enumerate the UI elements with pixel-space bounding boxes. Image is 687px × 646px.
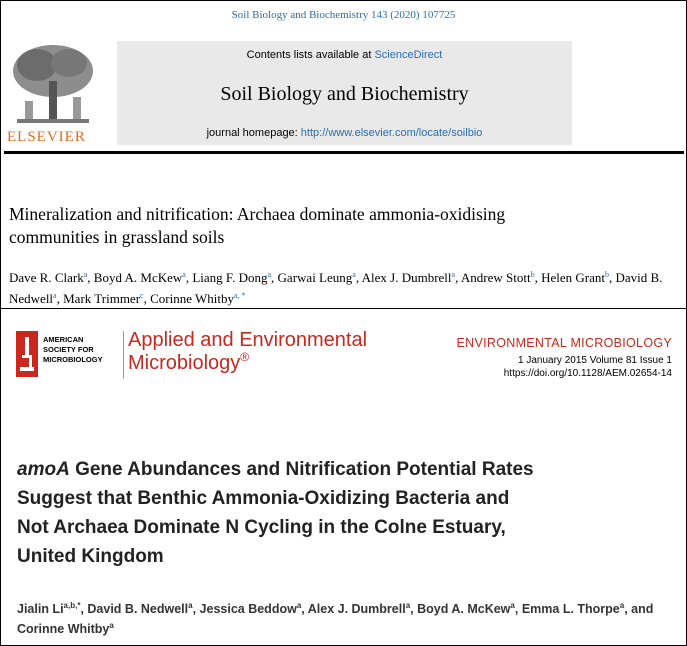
affiliation-mark[interactable]: a: [188, 601, 193, 610]
journal-cover-image: [586, 41, 682, 145]
header-rule: [4, 151, 684, 154]
paper2-authors: Jialin $Li^{a,b,*}$, David B. Nedwell$^a$, Jessica Beddow$^a$, Alex J. Dumbrell$^a$, Boyd A. McKew$^a$, Emma L. Thorpe$^a$, and Corinne Whitby$^a$: [17, 601, 654, 636]
affiliation-mark[interactable]: c: [140, 291, 144, 300]
affiliation-mark[interactable]: a,b,*: [63, 601, 81, 610]
author-name[interactable]: Dave R. Clark: [9, 270, 84, 285]
author-name[interactable]: Garwai Leung: [277, 270, 353, 285]
author-name[interactable]: Andrew Stott: [460, 270, 531, 285]
affiliation-mark[interactable]: b: [530, 270, 535, 279]
affiliation-mark[interactable]: a: [83, 270, 88, 279]
author-name[interactable]: Helen Grant: [541, 270, 605, 285]
affiliation-mark[interactable]: a: [510, 601, 515, 610]
affiliation-mark[interactable]: a: [109, 621, 114, 630]
paper2-title: amoA Gene Abundances and Nitrification Potential Rates Suggest that Benthic Ammonia-Oxidizing Bacteria and Not Archaea Dominate N Cycling in the Colne Estuary, United Kingdom: [17, 459, 534, 567]
logo-separator: [123, 331, 124, 379]
affiliation-mark[interactable]: a: [182, 270, 186, 279]
affiliation-mark[interactable]: a: [267, 270, 272, 279]
aem-journal-title: Applied and Environmental Microbiology®: [128, 329, 368, 374]
homepage-link[interactable]: http://www.elsevier.com/locate/soilbio: [300, 127, 483, 139]
paper1-title: Mineralization and nitrification: Archaea dominate ammonia-oxidising communities in grassland soils: [9, 204, 506, 247]
paper2-header: [1, 309, 686, 645]
affiliation-mark[interactable]: a: [451, 270, 456, 279]
affiliation-mark[interactable]: a: [296, 601, 302, 610]
author-name[interactable]: Boyd A. McKew: [417, 602, 511, 616]
doi-link[interactable]: https://doi.org/10.1128/AEM.02654-14: [503, 368, 672, 379]
asm-society-name: AMERICAN SOCIETY FOR MICROBIOLOGY: [43, 335, 103, 364]
author-name[interactable]: Alex J. Dumbrell: [361, 270, 452, 285]
contents-available: Contents lists available at ScienceDirect: [246, 49, 443, 61]
sciencedirect-link[interactable]: ScienceDirect: [374, 49, 443, 61]
citation-line[interactable]: Soil Biology and Biochemistry 143 (2020) 107725: [231, 9, 456, 21]
author-name[interactable]: Corinne Whitby: [17, 622, 110, 636]
section-label: ENVIRONMENTAL MICROBIOLOGY: [456, 336, 672, 350]
affiliation-mark[interactable]: a: [53, 291, 57, 300]
journal-homepage: journal homepage: http://www.elsevier.com/locate/soilbio: [206, 127, 483, 139]
journal-title: Soil Biology and Biochemistry: [220, 83, 469, 105]
author-name[interactable]: Jessica Beddow: [199, 602, 297, 616]
affiliation-mark[interactable]: a: [405, 601, 411, 610]
affiliation-mark[interactable]: a, *: [233, 291, 246, 300]
affiliation-mark[interactable]: a: [619, 601, 625, 610]
author-name[interactable]: Alex J. Dumbrell: [307, 602, 406, 616]
author-name[interactable]: Emma L. Thorpe: [521, 602, 620, 616]
asm-microscope-logo: [16, 331, 38, 377]
author-name[interactable]: Boyd A. McKew: [93, 270, 183, 285]
author-name[interactable]: Mark Trimmer: [63, 291, 141, 306]
paper1-header: [1, 1, 686, 308]
journal-banner: [117, 41, 572, 145]
affiliation-mark[interactable]: b: [604, 270, 609, 279]
author-name[interactable]: David B. Nedwell: [87, 602, 189, 616]
affiliation-mark[interactable]: a: [352, 270, 356, 279]
elsevier-wordmark: ELSEVIER: [7, 129, 86, 145]
paper1-authors: Dave R. Clark$^a$, Boyd A. McKew$^a$, Liang F. Dong$^a$, Garwai Leung$^a$, Alex J. Dumbrell$^a$, Andrew Stott$^b$, Helen Grant$^b$, David B. Nedwell$^a$, Mark Trimmer$^c$, Corinne Whitby$^{a, *}$: [9, 270, 663, 306]
author-name[interactable]: Corinne Whitby: [150, 291, 234, 306]
issue-info: 1 January 2015 Volume 81 Issue 1: [518, 355, 672, 366]
author-name[interactable]: David B. Nedwell: [9, 270, 663, 306]
author-name[interactable]: Liang F. Dong: [192, 270, 268, 285]
author-name[interactable]: Jialin Li: [17, 602, 64, 616]
